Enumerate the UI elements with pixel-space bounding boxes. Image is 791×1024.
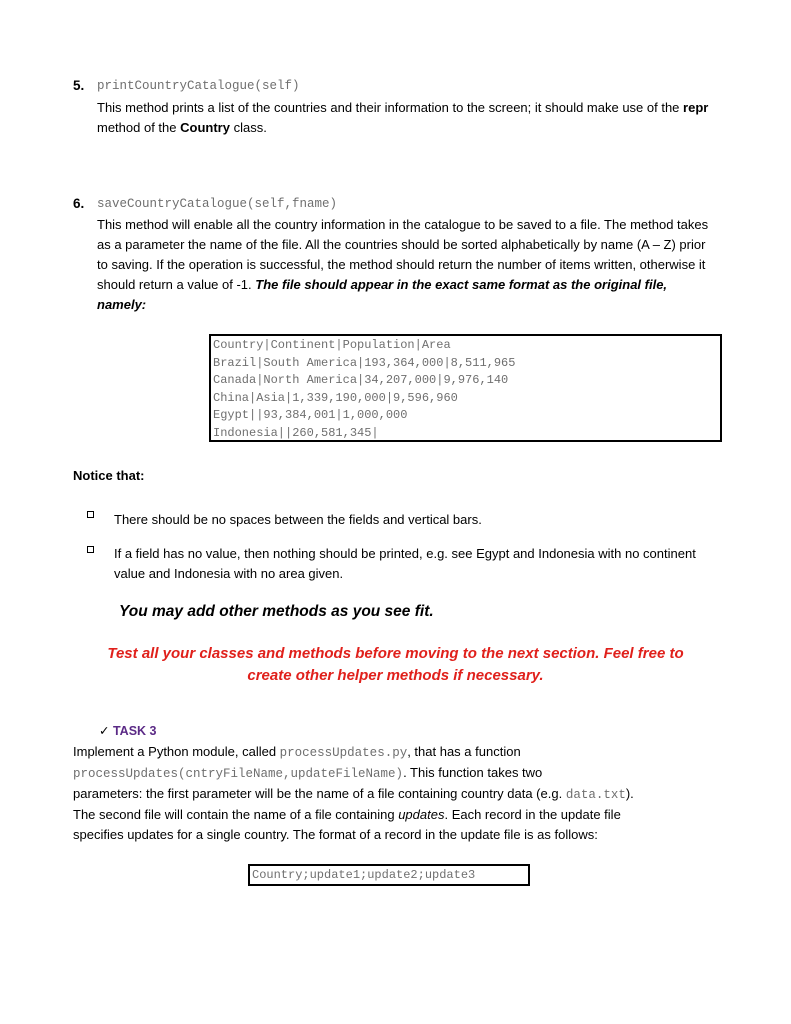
- task3-body: [73, 742, 723, 845]
- task3-line-5: specifies updates for a single country. The format of a record in the update file is as follows:: [73, 827, 598, 842]
- file-line: Canada|North America|34,207,000|9,976,140: [213, 373, 509, 388]
- update-format-example: Country;update1;update2;update3: [248, 864, 530, 886]
- task3-line-3: [73, 784, 723, 805]
- item-number-6: 6.: [73, 196, 85, 211]
- notice-bullet-1: There should be no spaces between the fields and vertical bars.: [114, 512, 482, 527]
- item5-desc-e: class.: [229, 120, 267, 135]
- item-number-5: 5.: [73, 78, 85, 93]
- test-note-line2: create other helper methods if necessary.: [247, 667, 544, 684]
- checkmark-icon: ✓: [99, 724, 110, 738]
- file-line: Egypt||93,384,001|1,000,000: [213, 408, 408, 423]
- task3-text: Implement a Python module, called: [73, 744, 280, 759]
- task3-text: . This function takes two: [403, 765, 543, 780]
- notice-heading: Notice that:: [73, 468, 145, 483]
- file-line: Brazil|South America|193,364,000|8,511,965: [213, 355, 516, 370]
- task3-text: The second file will contain the name of a file containing: [73, 807, 399, 822]
- square-bullet-icon: [87, 511, 94, 518]
- square-bullet-icon: [87, 546, 94, 553]
- file-line: Country|Continent|Population|Area: [213, 338, 451, 352]
- file-line: China|Asia|1,339,190,000|9,596,960: [213, 390, 458, 405]
- item5-desc-repr: repr: [683, 100, 709, 115]
- code-file-name: data.txt: [565, 788, 626, 802]
- task3-text: ).: [625, 786, 634, 801]
- notice-bullet-2: If a field has no value, then nothing should be printed, e.g. see Egypt and Indonesia with no continent value and Indonesia with no area given.: [114, 546, 696, 581]
- task3-line-2: [73, 763, 723, 784]
- task3-text: . Each record in the update file: [444, 807, 621, 822]
- test-note-line1: Test all your classes and methods before moving to the next section. Feel free to: [107, 645, 684, 662]
- task3-title: TASK 3: [112, 724, 157, 738]
- task3-heading: [99, 723, 157, 738]
- item6-description: [97, 215, 712, 315]
- file-line: Indonesia||260,581,345|: [213, 425, 379, 440]
- task3-text: , that has a function: [407, 744, 521, 759]
- item6-desc-emphasis: The file should appear in the exact same format as the original file, namely:: [97, 277, 668, 312]
- item6-desc-plain: This method will enable all the country information in the catalogue to be saved to a file. The method takes as a parameter the name of the file. All the countries should be sorted alphabetically by name (A – Z) prior to saving. If the operation is successful, the method should return the number of items written, otherwise it should return a value of -1.: [97, 217, 709, 292]
- code-function-signature: processUpdates(cntryFileName,updateFileName): [73, 767, 404, 781]
- file-format-example: [209, 334, 722, 442]
- item5-desc-c: method of the: [97, 120, 181, 135]
- item5-description: [97, 98, 717, 138]
- task3-text: parameters: the first parameter will be the name of a file containing country data (e.g.: [73, 786, 566, 801]
- item5-desc-a: This method prints a list of the countries and their information to the screen; it should make use of the: [97, 100, 684, 115]
- task3-italic: updates: [398, 807, 445, 822]
- item5-signature: printCountryCatalogue(self): [97, 79, 300, 93]
- item5-desc-country: Country: [180, 120, 230, 135]
- task3-line-1: [73, 742, 723, 763]
- task3-line-4: [73, 805, 723, 825]
- item6-signature: saveCountryCatalogue(self,fname): [97, 197, 338, 211]
- code-module-name: processUpdates.py: [279, 746, 408, 760]
- add-methods-note: You may add other methods as you see fit.: [119, 603, 434, 620]
